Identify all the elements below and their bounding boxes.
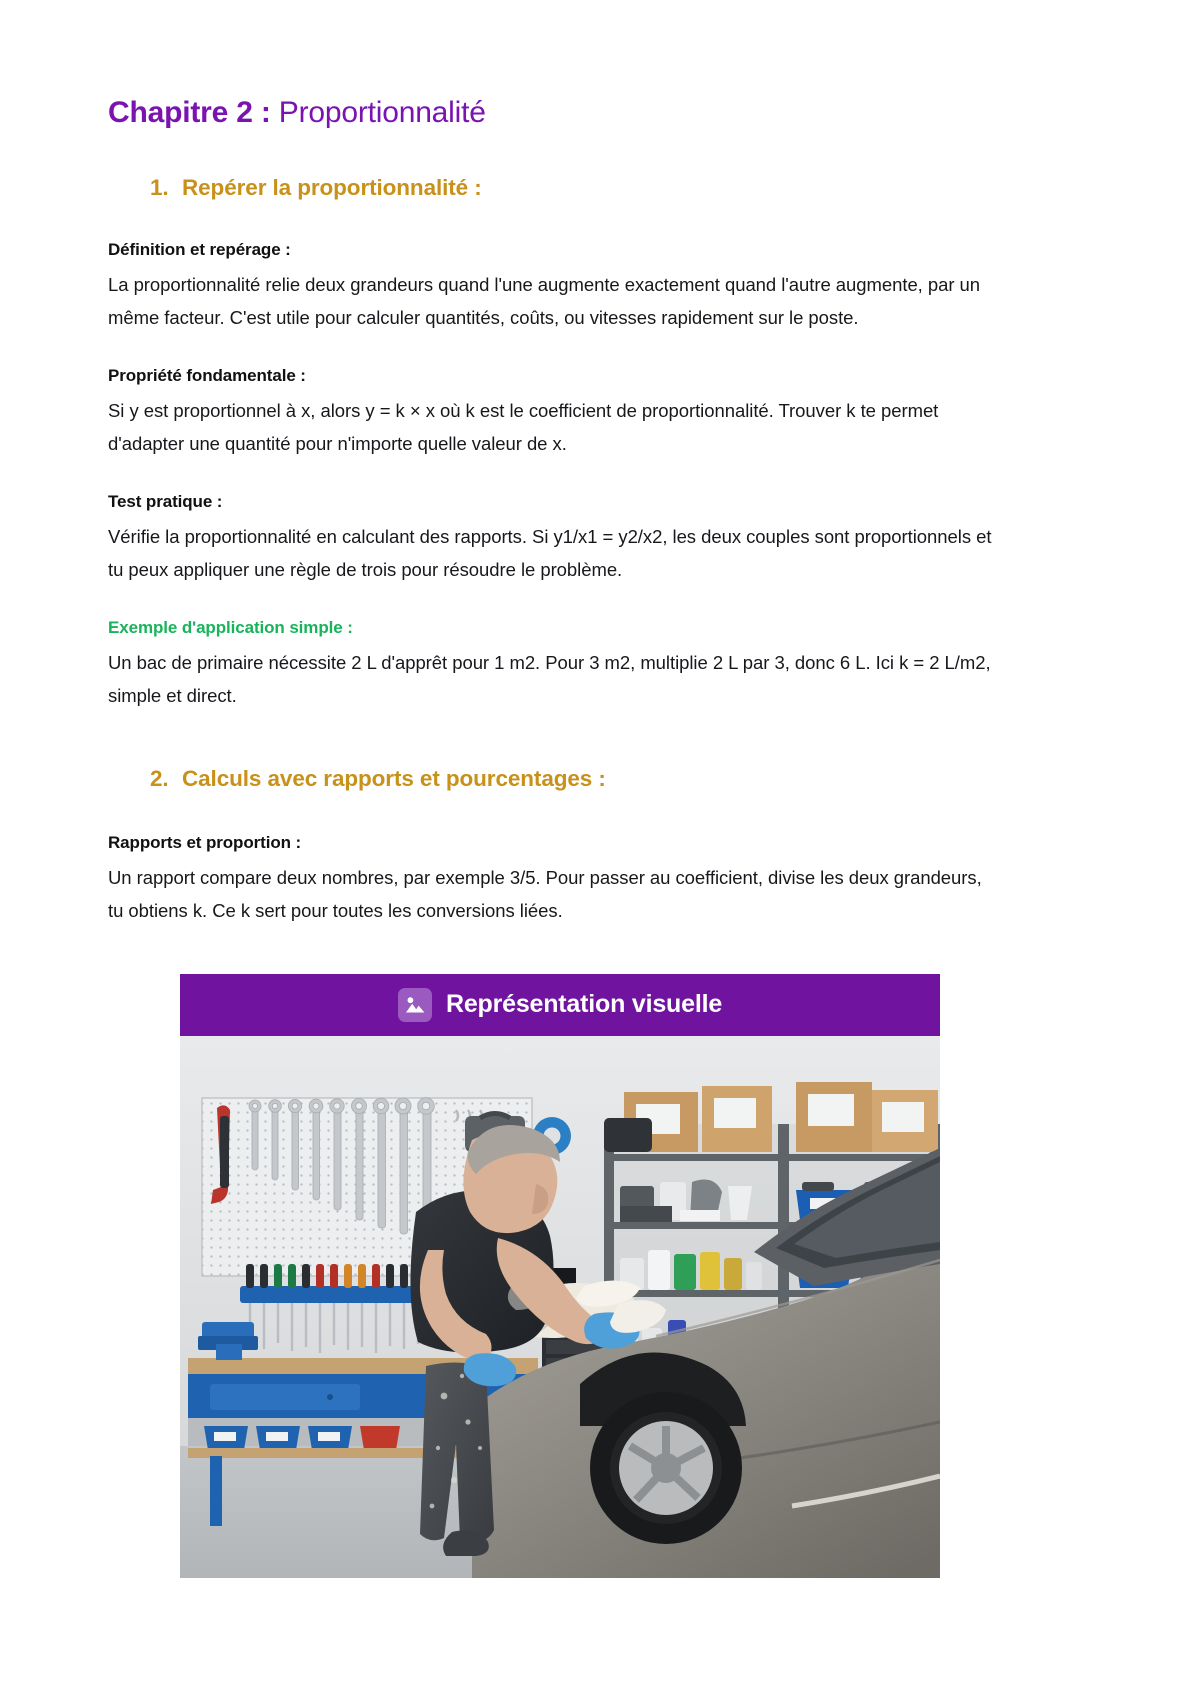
block-title-exemple: Exemple d'application simple :	[108, 617, 353, 637]
block-body-rapports: Un rapport compare deux nombres, par exemple 3/5. Pour passer au coefficient, divise les deux grandeurs, tu obtiens k. Ce k sert pour toutes les conversions liées.	[108, 866, 982, 921]
block-title-test-pratique: Test pratique :	[108, 491, 223, 511]
figure-banner-label: Représentation visuelle	[445, 990, 723, 1019]
block-body-test-pratique: Vérifie la proportionnalité en calculant des rapports. Si y1/x1 = y2/x2, les deux couples sont proportionnels et tu peux appliquer une règle de trois pour résoudre le problème.	[108, 525, 992, 580]
section-title-1: Repérer la proportionnalité :	[182, 175, 482, 200]
section-number-1: 1.	[150, 175, 169, 200]
content-block-rapports	[108, 832, 1095, 927]
section-heading-2	[108, 766, 1095, 792]
content-block-exemple	[108, 617, 1095, 712]
section-heading-1	[108, 175, 1095, 201]
figure-banner	[180, 974, 940, 1036]
block-body-propriete: Si y est proportionnel à x, alors y = k × x où k est le coefficient de proportionnalité. Trouver k te permet d'adapter une quantité pour n'importe quelle valeur de x.	[108, 399, 939, 454]
page-title-light: Proportionnalité	[278, 96, 486, 129]
page-title-strong: Chapitre 2 :	[108, 96, 271, 129]
page-title	[108, 95, 1095, 131]
section-number-2: 2.	[150, 765, 169, 791]
block-body-exemple: Un bac de primaire nécessite 2 L d'apprêt pour 1 m2. Pour 3 m2, multiplie 2 L par 3, donc 6 L. Ici k = 2 L/m2, simple et direct.	[108, 651, 991, 706]
block-title-definition: Définition et repérage :	[108, 240, 291, 259]
image-icon	[398, 988, 432, 1022]
content-block-test-pratique	[108, 491, 1095, 586]
block-title-propriete: Propriété fondamentale :	[108, 365, 306, 385]
content-block-propriete	[108, 365, 1095, 460]
block-body-definition: La proportionnalité relie deux grandeurs quand l'une augmente exactement quand l'autre augmente, par un même facteur. C'est utile pour calculer quantités, coûts, ou vitesses rapidement sur le poste.	[108, 273, 981, 328]
figure-photo	[180, 1036, 940, 1578]
visual-figure	[180, 974, 940, 1578]
content-block-definition	[108, 239, 1095, 334]
section-title-2: Calculs avec rapports et pourcentages :	[182, 765, 606, 791]
block-title-rapports: Rapports et proportion :	[108, 832, 302, 852]
